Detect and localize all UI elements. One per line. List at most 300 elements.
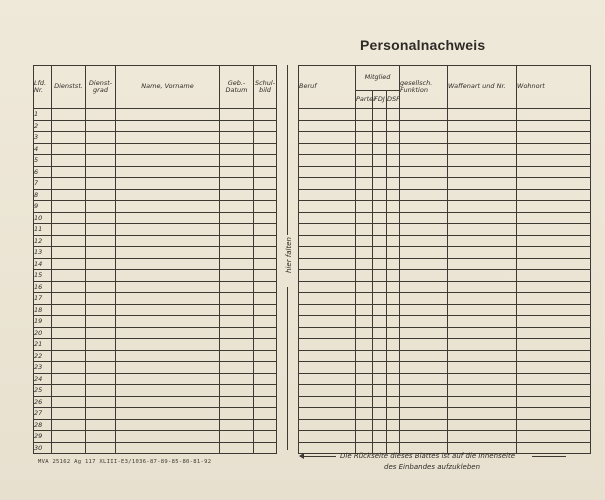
left-cell[interactable]: [116, 155, 220, 167]
left-cell[interactable]: [52, 201, 86, 213]
left-cell[interactable]: [86, 247, 116, 259]
left-cell[interactable]: [116, 235, 220, 247]
left-cell[interactable]: [52, 339, 86, 351]
right-cell[interactable]: [373, 293, 387, 305]
right-cell[interactable]: [517, 419, 591, 431]
left-cell[interactable]: [254, 132, 277, 144]
left-cell[interactable]: [116, 212, 220, 224]
left-cell[interactable]: [52, 166, 86, 178]
left-cell[interactable]: [86, 293, 116, 305]
left-cell[interactable]: [220, 247, 254, 259]
left-cell[interactable]: [52, 396, 86, 408]
left-cell[interactable]: [86, 362, 116, 374]
right-cell[interactable]: [517, 132, 591, 144]
left-cell[interactable]: [52, 385, 86, 397]
right-cell[interactable]: [400, 362, 448, 374]
right-cell[interactable]: [448, 293, 517, 305]
left-cell[interactable]: [116, 281, 220, 293]
right-cell[interactable]: [299, 304, 356, 316]
right-cell[interactable]: [299, 419, 356, 431]
left-cell[interactable]: [52, 304, 86, 316]
right-cell[interactable]: [387, 327, 400, 339]
left-cell[interactable]: [86, 189, 116, 201]
right-cell[interactable]: [517, 120, 591, 132]
right-cell[interactable]: [299, 120, 356, 132]
left-cell[interactable]: [254, 396, 277, 408]
right-cell[interactable]: [299, 431, 356, 443]
right-cell[interactable]: [448, 350, 517, 362]
right-cell[interactable]: [299, 316, 356, 328]
left-cell[interactable]: [220, 201, 254, 213]
right-cell[interactable]: [299, 143, 356, 155]
right-cell[interactable]: [356, 201, 373, 213]
left-cell[interactable]: [254, 431, 277, 443]
left-cell[interactable]: [220, 258, 254, 270]
right-cell[interactable]: [299, 178, 356, 190]
left-cell[interactable]: [254, 442, 277, 454]
right-cell[interactable]: [400, 408, 448, 420]
left-cell[interactable]: [254, 247, 277, 259]
left-cell[interactable]: [52, 350, 86, 362]
right-cell[interactable]: [373, 431, 387, 443]
left-cell[interactable]: [52, 235, 86, 247]
right-cell[interactable]: [299, 362, 356, 374]
left-cell[interactable]: [52, 362, 86, 374]
right-cell[interactable]: [387, 396, 400, 408]
right-cell[interactable]: [400, 258, 448, 270]
right-cell[interactable]: [400, 143, 448, 155]
right-cell[interactable]: [373, 408, 387, 420]
right-cell[interactable]: [373, 385, 387, 397]
right-cell[interactable]: [448, 120, 517, 132]
right-cell[interactable]: [517, 362, 591, 374]
right-cell[interactable]: [448, 396, 517, 408]
right-cell[interactable]: [517, 155, 591, 167]
left-cell[interactable]: [86, 235, 116, 247]
right-cell[interactable]: [448, 109, 517, 121]
right-cell[interactable]: [517, 316, 591, 328]
left-cell[interactable]: [116, 316, 220, 328]
right-cell[interactable]: [387, 431, 400, 443]
left-cell[interactable]: [220, 143, 254, 155]
left-cell[interactable]: [52, 293, 86, 305]
right-cell[interactable]: [517, 258, 591, 270]
right-cell[interactable]: [517, 293, 591, 305]
right-cell[interactable]: [373, 304, 387, 316]
left-cell[interactable]: [116, 166, 220, 178]
left-cell[interactable]: [86, 132, 116, 144]
left-cell[interactable]: [220, 155, 254, 167]
right-cell[interactable]: [373, 327, 387, 339]
right-cell[interactable]: [387, 373, 400, 385]
right-cell[interactable]: [373, 316, 387, 328]
right-cell[interactable]: [517, 339, 591, 351]
right-cell[interactable]: [400, 132, 448, 144]
left-cell[interactable]: [254, 143, 277, 155]
right-cell[interactable]: [356, 178, 373, 190]
right-cell[interactable]: [400, 178, 448, 190]
right-cell[interactable]: [387, 132, 400, 144]
right-cell[interactable]: [373, 143, 387, 155]
right-cell[interactable]: [400, 304, 448, 316]
left-cell[interactable]: [116, 385, 220, 397]
right-cell[interactable]: [356, 212, 373, 224]
right-cell[interactable]: [373, 396, 387, 408]
right-cell[interactable]: [356, 419, 373, 431]
right-cell[interactable]: [448, 327, 517, 339]
left-cell[interactable]: [220, 350, 254, 362]
left-cell[interactable]: [116, 109, 220, 121]
right-cell[interactable]: [400, 155, 448, 167]
right-cell[interactable]: [517, 201, 591, 213]
right-cell[interactable]: [400, 350, 448, 362]
right-cell[interactable]: [400, 235, 448, 247]
left-cell[interactable]: [116, 189, 220, 201]
left-cell[interactable]: [116, 178, 220, 190]
left-cell[interactable]: [116, 258, 220, 270]
left-cell[interactable]: [116, 247, 220, 259]
left-cell[interactable]: [52, 327, 86, 339]
left-cell[interactable]: [86, 281, 116, 293]
left-cell[interactable]: [86, 155, 116, 167]
left-cell[interactable]: [116, 419, 220, 431]
left-cell[interactable]: [116, 327, 220, 339]
right-cell[interactable]: [299, 224, 356, 236]
left-cell[interactable]: [116, 408, 220, 420]
right-cell[interactable]: [373, 339, 387, 351]
right-cell[interactable]: [448, 132, 517, 144]
right-cell[interactable]: [373, 212, 387, 224]
right-cell[interactable]: [387, 178, 400, 190]
right-cell[interactable]: [373, 189, 387, 201]
left-cell[interactable]: [254, 408, 277, 420]
left-cell[interactable]: [254, 212, 277, 224]
right-cell[interactable]: [373, 235, 387, 247]
right-cell[interactable]: [373, 166, 387, 178]
right-cell[interactable]: [400, 316, 448, 328]
right-cell[interactable]: [373, 120, 387, 132]
left-cell[interactable]: [254, 339, 277, 351]
right-cell[interactable]: [448, 235, 517, 247]
right-cell[interactable]: [373, 281, 387, 293]
left-cell[interactable]: [254, 293, 277, 305]
left-cell[interactable]: [52, 270, 86, 282]
left-cell[interactable]: [86, 316, 116, 328]
left-cell[interactable]: [254, 166, 277, 178]
right-cell[interactable]: [517, 304, 591, 316]
right-cell[interactable]: [400, 224, 448, 236]
right-cell[interactable]: [400, 189, 448, 201]
right-cell[interactable]: [448, 247, 517, 259]
left-cell[interactable]: [52, 212, 86, 224]
right-cell[interactable]: [373, 270, 387, 282]
right-cell[interactable]: [517, 143, 591, 155]
right-cell[interactable]: [448, 385, 517, 397]
left-cell[interactable]: [86, 431, 116, 443]
left-cell[interactable]: [52, 442, 86, 454]
left-cell[interactable]: [254, 201, 277, 213]
right-cell[interactable]: [387, 235, 400, 247]
right-cell[interactable]: [299, 247, 356, 259]
right-cell[interactable]: [448, 189, 517, 201]
left-cell[interactable]: [86, 419, 116, 431]
left-cell[interactable]: [86, 166, 116, 178]
right-cell[interactable]: [517, 224, 591, 236]
right-cell[interactable]: [387, 189, 400, 201]
left-cell[interactable]: [52, 373, 86, 385]
left-cell[interactable]: [52, 132, 86, 144]
left-cell[interactable]: [254, 350, 277, 362]
right-cell[interactable]: [448, 373, 517, 385]
left-cell[interactable]: [86, 396, 116, 408]
left-cell[interactable]: [254, 178, 277, 190]
left-cell[interactable]: [220, 327, 254, 339]
left-cell[interactable]: [116, 293, 220, 305]
left-cell[interactable]: [220, 362, 254, 374]
left-cell[interactable]: [220, 419, 254, 431]
left-cell[interactable]: [220, 396, 254, 408]
right-cell[interactable]: [373, 258, 387, 270]
left-cell[interactable]: [86, 258, 116, 270]
right-cell[interactable]: [387, 120, 400, 132]
right-cell[interactable]: [400, 431, 448, 443]
left-cell[interactable]: [116, 442, 220, 454]
right-cell[interactable]: [299, 408, 356, 420]
right-cell[interactable]: [299, 327, 356, 339]
left-cell[interactable]: [254, 258, 277, 270]
left-cell[interactable]: [254, 316, 277, 328]
right-cell[interactable]: [400, 293, 448, 305]
left-cell[interactable]: [52, 109, 86, 121]
left-cell[interactable]: [86, 120, 116, 132]
right-cell[interactable]: [387, 385, 400, 397]
right-cell[interactable]: [400, 120, 448, 132]
left-cell[interactable]: [86, 304, 116, 316]
right-cell[interactable]: [387, 316, 400, 328]
right-cell[interactable]: [373, 373, 387, 385]
right-cell[interactable]: [387, 247, 400, 259]
right-cell[interactable]: [517, 327, 591, 339]
right-cell[interactable]: [448, 408, 517, 420]
left-cell[interactable]: [220, 109, 254, 121]
right-cell[interactable]: [517, 178, 591, 190]
right-cell[interactable]: [387, 350, 400, 362]
right-cell[interactable]: [356, 224, 373, 236]
left-cell[interactable]: [254, 109, 277, 121]
left-cell[interactable]: [86, 143, 116, 155]
left-cell[interactable]: [52, 224, 86, 236]
right-cell[interactable]: [387, 419, 400, 431]
right-cell[interactable]: [373, 155, 387, 167]
right-cell[interactable]: [299, 339, 356, 351]
left-cell[interactable]: [52, 189, 86, 201]
right-cell[interactable]: [356, 109, 373, 121]
right-cell[interactable]: [517, 431, 591, 443]
right-cell[interactable]: [517, 385, 591, 397]
right-cell[interactable]: [448, 212, 517, 224]
right-cell[interactable]: [356, 189, 373, 201]
right-cell[interactable]: [448, 143, 517, 155]
right-cell[interactable]: [387, 270, 400, 282]
left-cell[interactable]: [220, 235, 254, 247]
left-cell[interactable]: [220, 281, 254, 293]
left-cell[interactable]: [52, 316, 86, 328]
left-cell[interactable]: [116, 270, 220, 282]
right-cell[interactable]: [373, 224, 387, 236]
right-cell[interactable]: [387, 293, 400, 305]
left-cell[interactable]: [220, 166, 254, 178]
right-cell[interactable]: [299, 155, 356, 167]
right-cell[interactable]: [387, 258, 400, 270]
left-cell[interactable]: [254, 270, 277, 282]
left-cell[interactable]: [52, 408, 86, 420]
left-cell[interactable]: [86, 385, 116, 397]
left-cell[interactable]: [52, 178, 86, 190]
left-cell[interactable]: [220, 408, 254, 420]
left-cell[interactable]: [86, 212, 116, 224]
left-cell[interactable]: [86, 339, 116, 351]
right-cell[interactable]: [517, 350, 591, 362]
right-cell[interactable]: [356, 385, 373, 397]
left-cell[interactable]: [220, 224, 254, 236]
left-cell[interactable]: [220, 373, 254, 385]
left-cell[interactable]: [86, 109, 116, 121]
left-cell[interactable]: [254, 419, 277, 431]
right-cell[interactable]: [517, 281, 591, 293]
right-cell[interactable]: [373, 350, 387, 362]
left-cell[interactable]: [86, 350, 116, 362]
right-cell[interactable]: [400, 419, 448, 431]
right-cell[interactable]: [448, 224, 517, 236]
right-cell[interactable]: [356, 120, 373, 132]
left-cell[interactable]: [52, 143, 86, 155]
right-cell[interactable]: [299, 385, 356, 397]
right-cell[interactable]: [356, 235, 373, 247]
left-cell[interactable]: [254, 385, 277, 397]
right-cell[interactable]: [387, 143, 400, 155]
right-cell[interactable]: [517, 166, 591, 178]
right-cell[interactable]: [299, 109, 356, 121]
left-cell[interactable]: [220, 132, 254, 144]
left-cell[interactable]: [116, 373, 220, 385]
right-cell[interactable]: [400, 270, 448, 282]
right-cell[interactable]: [356, 350, 373, 362]
right-cell[interactable]: [299, 373, 356, 385]
right-cell[interactable]: [448, 362, 517, 374]
right-cell[interactable]: [356, 166, 373, 178]
left-cell[interactable]: [220, 293, 254, 305]
left-cell[interactable]: [86, 178, 116, 190]
right-cell[interactable]: [356, 339, 373, 351]
right-cell[interactable]: [373, 109, 387, 121]
right-cell[interactable]: [299, 396, 356, 408]
right-cell[interactable]: [448, 155, 517, 167]
right-cell[interactable]: [356, 408, 373, 420]
left-cell[interactable]: [254, 155, 277, 167]
left-cell[interactable]: [220, 212, 254, 224]
right-cell[interactable]: [387, 155, 400, 167]
left-cell[interactable]: [116, 362, 220, 374]
right-cell[interactable]: [448, 431, 517, 443]
left-cell[interactable]: [116, 339, 220, 351]
right-cell[interactable]: [448, 419, 517, 431]
right-cell[interactable]: [356, 304, 373, 316]
right-cell[interactable]: [299, 281, 356, 293]
right-cell[interactable]: [517, 109, 591, 121]
right-cell[interactable]: [387, 212, 400, 224]
left-cell[interactable]: [254, 281, 277, 293]
left-cell[interactable]: [86, 327, 116, 339]
left-cell[interactable]: [86, 270, 116, 282]
right-cell[interactable]: [356, 327, 373, 339]
left-cell[interactable]: [116, 431, 220, 443]
left-cell[interactable]: [86, 201, 116, 213]
right-cell[interactable]: [356, 373, 373, 385]
right-cell[interactable]: [299, 201, 356, 213]
right-cell[interactable]: [400, 212, 448, 224]
left-cell[interactable]: [220, 178, 254, 190]
right-cell[interactable]: [299, 258, 356, 270]
right-cell[interactable]: [356, 155, 373, 167]
right-cell[interactable]: [400, 201, 448, 213]
left-cell[interactable]: [254, 120, 277, 132]
right-cell[interactable]: [400, 327, 448, 339]
right-cell[interactable]: [448, 339, 517, 351]
left-cell[interactable]: [220, 120, 254, 132]
right-cell[interactable]: [400, 373, 448, 385]
right-cell[interactable]: [517, 247, 591, 259]
left-cell[interactable]: [254, 189, 277, 201]
left-cell[interactable]: [254, 304, 277, 316]
left-cell[interactable]: [220, 442, 254, 454]
right-cell[interactable]: [517, 270, 591, 282]
left-cell[interactable]: [220, 304, 254, 316]
right-cell[interactable]: [400, 339, 448, 351]
right-cell[interactable]: [400, 385, 448, 397]
left-cell[interactable]: [52, 120, 86, 132]
left-cell[interactable]: [220, 339, 254, 351]
right-cell[interactable]: [373, 178, 387, 190]
left-cell[interactable]: [254, 235, 277, 247]
right-cell[interactable]: [373, 419, 387, 431]
right-cell[interactable]: [387, 109, 400, 121]
left-cell[interactable]: [86, 224, 116, 236]
right-cell[interactable]: [356, 362, 373, 374]
left-cell[interactable]: [220, 431, 254, 443]
right-cell[interactable]: [517, 189, 591, 201]
right-cell[interactable]: [373, 132, 387, 144]
right-cell[interactable]: [400, 109, 448, 121]
left-cell[interactable]: [116, 143, 220, 155]
right-cell[interactable]: [448, 316, 517, 328]
right-cell[interactable]: [356, 316, 373, 328]
right-cell[interactable]: [448, 201, 517, 213]
right-cell[interactable]: [299, 166, 356, 178]
right-cell[interactable]: [356, 270, 373, 282]
right-cell[interactable]: [387, 281, 400, 293]
right-cell[interactable]: [299, 189, 356, 201]
left-cell[interactable]: [116, 304, 220, 316]
left-cell[interactable]: [52, 155, 86, 167]
left-cell[interactable]: [52, 258, 86, 270]
right-cell[interactable]: [517, 408, 591, 420]
left-cell[interactable]: [116, 224, 220, 236]
right-cell[interactable]: [400, 166, 448, 178]
right-cell[interactable]: [400, 396, 448, 408]
right-cell[interactable]: [373, 201, 387, 213]
right-cell[interactable]: [356, 143, 373, 155]
right-cell[interactable]: [299, 270, 356, 282]
